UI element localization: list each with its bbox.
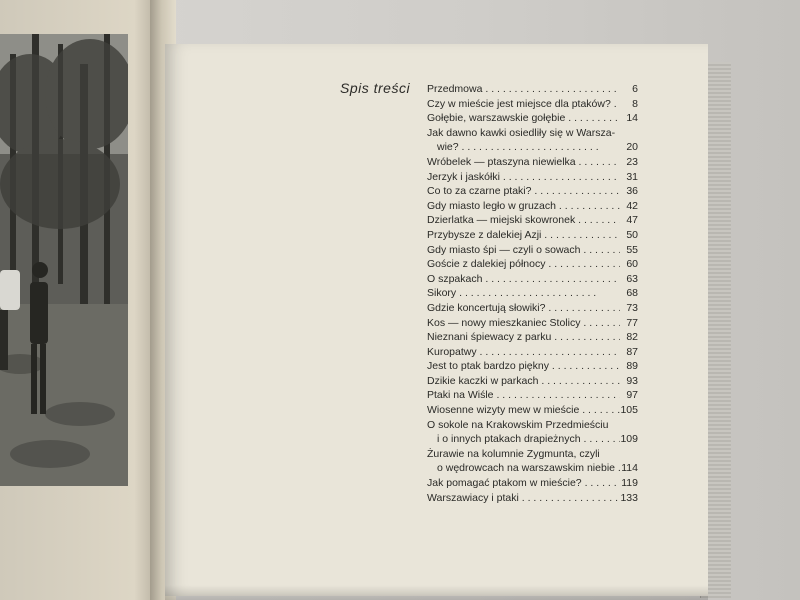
toc-entry xyxy=(427,461,638,476)
toc-entry xyxy=(427,447,638,462)
toc-entry xyxy=(427,418,638,433)
toc-entry-title: Kuropatwy . . . xyxy=(427,345,620,360)
toc-entry-page: 47 xyxy=(626,214,638,227)
toc-entry xyxy=(427,257,638,272)
toc-entry-title: Jak dawno kawki osiedliły się w Warsza- xyxy=(427,126,616,139)
toc-entry xyxy=(427,126,638,141)
toc-entry xyxy=(427,491,638,506)
toc-entry-page: 89 xyxy=(626,360,638,373)
toc-entry-title: O sokole na Krakowskim Przedmieściu xyxy=(427,418,609,431)
toc-entry-page: 6 xyxy=(632,83,638,95)
toc-entry-title: Gdy miasto śpi — czyli o sowach . . . xyxy=(427,243,620,258)
toc-entry-page: 109 xyxy=(620,433,638,446)
toc-entry-page: 97 xyxy=(626,389,638,402)
toc-entry xyxy=(427,359,638,374)
toc-entry xyxy=(427,272,638,287)
toc-entry-title: Dzierlatka — miejski skowronek . . . xyxy=(427,213,620,228)
toc-entry xyxy=(427,374,638,389)
toc-entry xyxy=(427,330,638,345)
toc-heading: Spis treści xyxy=(340,80,411,96)
toc-entry-title: Jest to ptak bardzo piękny . . . xyxy=(427,359,620,374)
toc-entry-title: Wiosenne wizyty mew w mieście . . . xyxy=(427,403,620,418)
toc-entry-title: Ptaki na Wiśle . . . xyxy=(427,388,620,403)
toc-entry-page: 77 xyxy=(626,316,638,329)
toc-entry xyxy=(427,140,638,155)
toc-entry-page: 23 xyxy=(626,155,638,168)
toc-entry xyxy=(427,111,638,126)
toc-entry-title: Nieznani śpiewacy z parku . . . xyxy=(427,330,620,345)
toc-entry-title: Żurawie na kolumnie Zygmunta, czyli xyxy=(427,447,600,460)
toc-entry-title: Gołębie, warszawskie gołębie . . . xyxy=(427,111,620,126)
toc-entry xyxy=(427,155,638,170)
toc-entry xyxy=(427,476,638,491)
toc-entry xyxy=(427,170,638,185)
toc-entry xyxy=(427,199,638,214)
toc-entry-title: Przedmowa . . . xyxy=(427,82,620,97)
toc-entry-page: 14 xyxy=(626,112,638,125)
toc-entry-title: Goście z dalekiej północy . . . xyxy=(427,257,620,272)
toc-entry-title: i o innych ptakach drapieżnych . . . xyxy=(427,432,620,447)
toc-entry-page: 42 xyxy=(626,199,638,212)
toc-entry-page: 82 xyxy=(626,331,638,344)
page-shadow xyxy=(165,585,708,600)
toc-entry-page: 36 xyxy=(626,185,638,198)
table-of-contents xyxy=(427,82,638,505)
toc-entry xyxy=(427,184,638,199)
left-page xyxy=(0,0,158,600)
toc-entry-title: Co to za czarne ptaki? . . . xyxy=(427,184,620,199)
toc-entry-title: Gdzie koncertują słowiki? . . . xyxy=(427,301,620,316)
toc-entry-title: Sikory . . . xyxy=(427,286,620,301)
toc-entry xyxy=(427,345,638,360)
forest-photo xyxy=(0,34,128,486)
toc-entry xyxy=(427,213,638,228)
toc-entry xyxy=(427,301,638,316)
toc-entry-page: 119 xyxy=(621,477,638,490)
toc-entry-page: 68 xyxy=(626,287,638,300)
toc-entry-title: wie? . . . xyxy=(427,140,620,155)
toc-entry-page: 73 xyxy=(626,301,638,314)
toc-entry-page: 63 xyxy=(626,272,638,285)
toc-entry-page: 114 xyxy=(621,462,638,475)
toc-entry-title: O szpakach . . . xyxy=(427,272,620,287)
toc-entry-title: Wróbelek — ptaszyna niewielka . . . xyxy=(427,155,620,170)
toc-entry xyxy=(427,228,638,243)
toc-entry-page: 20 xyxy=(626,141,638,154)
toc-entry xyxy=(427,97,638,112)
toc-entry xyxy=(427,243,638,258)
toc-entry-page: 133 xyxy=(620,491,638,504)
toc-entry xyxy=(427,388,638,403)
toc-entry xyxy=(427,316,638,331)
toc-entry-page: 50 xyxy=(626,228,638,241)
toc-entry-title: o wędrowcach na warszawskim niebie . . . xyxy=(427,461,620,476)
toc-entry-title: Gdy miasto legło w gruzach . . . xyxy=(427,199,620,214)
toc-entry-page: 55 xyxy=(626,243,638,256)
toc-entry-title: Jak pomagać ptakom w mieście? . . . xyxy=(427,476,620,491)
toc-entry-title: Jerzyk i jaskółki . . . xyxy=(427,170,620,185)
toc-entry xyxy=(427,403,638,418)
toc-entry xyxy=(427,432,638,447)
toc-entry-title: Kos — nowy mieszkaniec Stolicy . . . xyxy=(427,316,620,331)
toc-entry-title: Czy w mieście jest miejsce dla ptaków? . . . xyxy=(427,97,620,112)
toc-entry xyxy=(427,82,638,97)
toc-entry-page: 60 xyxy=(626,258,638,271)
toc-entry-page: 31 xyxy=(626,170,638,183)
forest-illustration xyxy=(0,34,128,486)
toc-entry-title: Dzikie kaczki w parkach . . . xyxy=(427,374,620,389)
toc-entry-title: Warszawiacy i ptaki . . . xyxy=(427,491,620,506)
toc-entry-page: 105 xyxy=(620,404,638,417)
toc-entry-page: 87 xyxy=(626,345,638,358)
toc-entry xyxy=(427,286,638,301)
toc-entry-page: 8 xyxy=(632,97,638,110)
toc-entry-page: 93 xyxy=(626,374,638,387)
toc-entry-title: Przybysze z dalekiej Azji . . . xyxy=(427,228,620,243)
